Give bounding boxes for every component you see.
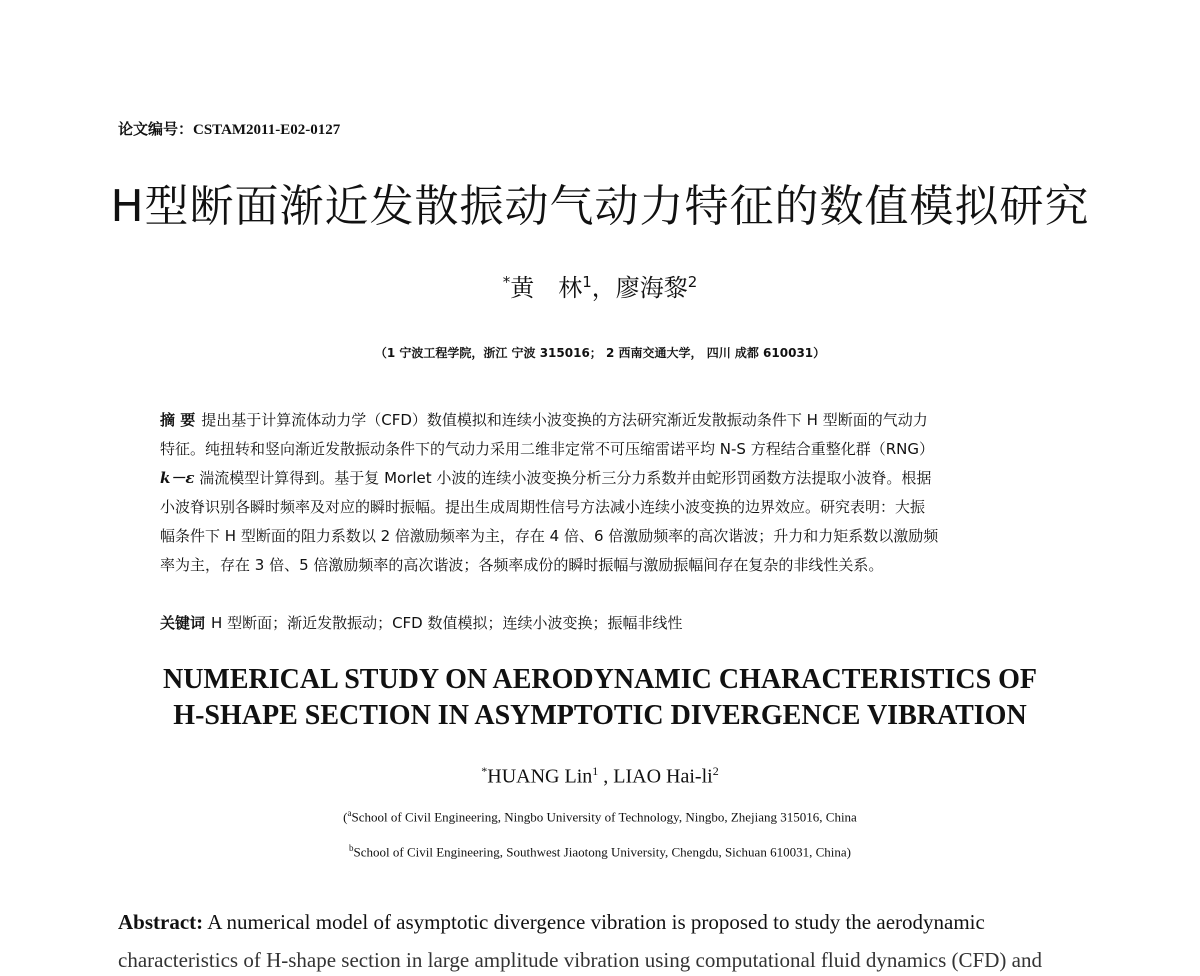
- author-1-name: 黄 林: [510, 274, 583, 302]
- corresponding-mark: *: [502, 273, 511, 291]
- abstract-english-text-2: characteristics of H-shape section in large amplitude vibration using computational fluid dynamics (CFD) and: [118, 948, 1042, 972]
- abstract-label: 摘 要: [160, 411, 196, 429]
- author-2-affil-index-en: 2: [712, 764, 719, 778]
- corresponding-mark-en: *: [481, 764, 488, 778]
- abstract-english-text: A numerical model of asymptotic divergence vibration is proposed to study the aerodynamic: [207, 910, 985, 934]
- abstract-line-1: 摘 要 提出基于计算流体动力学（CFD）数值模拟和连续小波变换的方法研究渐近发散振动条件下 H 型断面的气动力: [160, 411, 928, 429]
- author-2-affil-index: 2: [687, 273, 698, 291]
- title-english-line-1: NUMERICAL STUDY ON AERODYNAMIC CHARACTERISTICS OF: [162, 664, 1038, 695]
- author-1-name-en: HUANG Lin: [487, 765, 593, 788]
- turbulence-formula: k－ε: [160, 469, 195, 487]
- title-english: [0, 662, 1200, 734]
- title-english-line-2: H-SHAPE SECTION IN ASYMPTOTIC DIVERGENCE VIBRATION: [173, 700, 1027, 731]
- affiliation-english-b: [0, 843, 1200, 860]
- abstract-line-6: 率为主，存在 3 倍、5 倍激励频率的高次谐波；各频率成份的瞬时振幅与激励振幅间存在复杂的非线性关系。: [160, 556, 884, 574]
- abstract-line-4: 小波脊识别各瞬时频率及对应的瞬时振幅。提出生成周期性信号方法减小连续小波变换的边界效应。研究表明：大振: [160, 498, 926, 516]
- author-1-affil-index-en: 1: [592, 764, 599, 778]
- affiliation-chinese: （1 宁波工程学院，浙江 宁波 315016； 2 西南交通大学， 四川 成都 610031）: [374, 346, 826, 360]
- keywords-chinese: [160, 612, 1110, 633]
- affil-a-text: School of Civil Engineering, Ningbo University of Technology, Ningbo, Zhejiang 315016, China: [351, 809, 857, 825]
- affil-b-text: School of Civil Engineering, Southwest Jiaotong University, Chengdu, Sichuan 610031, China): [353, 844, 851, 860]
- author-separator: ，: [591, 274, 616, 302]
- authors-chinese: [0, 268, 1200, 303]
- abstract-english: [118, 906, 1083, 976]
- abstract-line-5: 幅条件下 H 型断面的阻力系数以 2 倍激励频率为主，存在 4 倍、6 倍激励频率的高次谐波；升力和力矩系数以激励频: [160, 527, 939, 545]
- abstract-line-2: 特征。纯扭转和竖向渐近发散振动条件下的气动力采用二维非定常不可压缩雷诺平均 N-S 方程结合重整化群（RNG）: [160, 440, 934, 458]
- authors-english: [0, 764, 1200, 789]
- keywords-text: H 型断面；渐近发散振动；CFD 数值模拟；连续小波变换；振幅非线性: [211, 614, 683, 632]
- abstract-line-3: k－ε 湍流模型计算得到。基于复 Morlet 小波的连续小波变换分析三分力系数并由蛇形罚函数方法提取小波脊。根据: [160, 469, 932, 487]
- keywords-label: 关键词: [160, 614, 206, 632]
- affiliation-english-a: ($^a$School of Civil Engineering, Ningbo University of Technology, Ningbo, Zhejiang 315016, China: [343, 808, 857, 825]
- author-2-name: 廖海黎: [615, 274, 688, 302]
- paper-code: 论文编号：CSTAM2011-E02-0127: [118, 122, 341, 138]
- author-2-name-en: LIAO Hai-li: [613, 765, 713, 788]
- title-chinese: H型断面渐近发散振动气动力特征的数值模拟研究: [110, 181, 1090, 232]
- affil-b-mark: b: [349, 843, 354, 853]
- abstract-chinese: [160, 406, 1110, 580]
- affil-a-mark: a: [347, 808, 352, 818]
- abstract-english-label: Abstract:: [118, 910, 204, 934]
- author-separator-en: ,: [598, 765, 614, 788]
- author-1-affil-index: 1: [582, 273, 592, 291]
